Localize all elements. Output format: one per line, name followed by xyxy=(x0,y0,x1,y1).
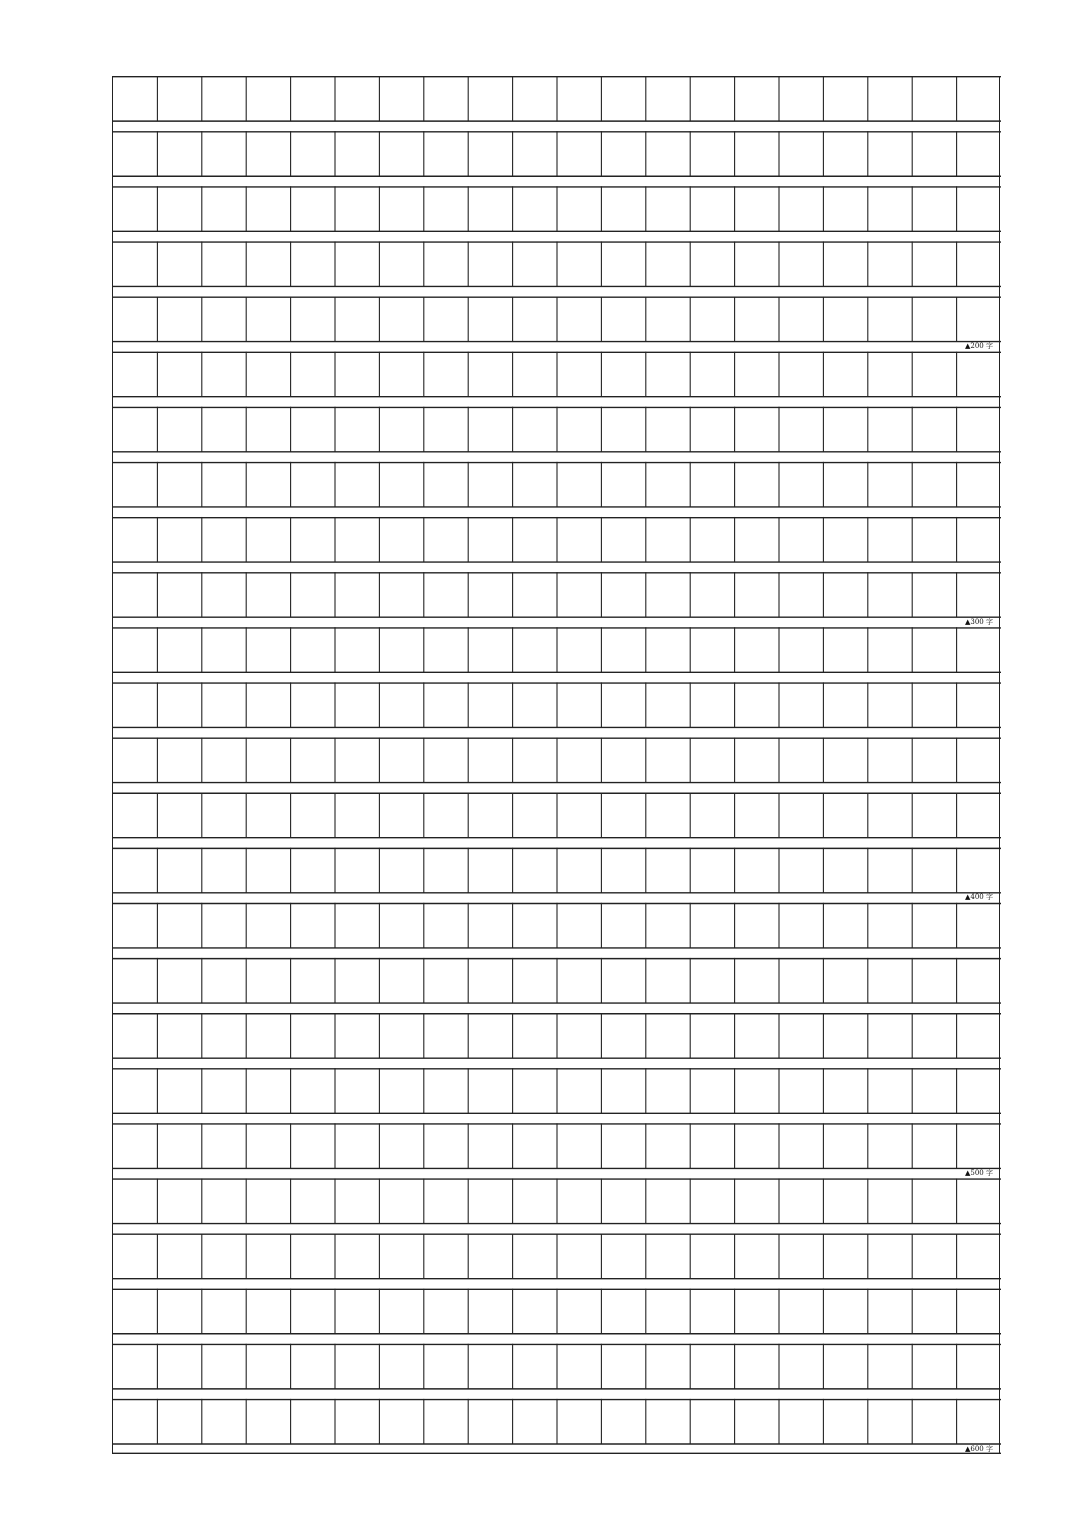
word-count-marker: ▲500 字 xyxy=(965,1168,993,1177)
word-count-marker: ▲600 字 xyxy=(965,1444,993,1453)
composition-grid-sheet xyxy=(112,76,1000,1454)
word-count-marker: ▲400 字 xyxy=(965,893,993,902)
word-count-marker: ▲300 字 xyxy=(965,617,993,626)
word-count-marker: ▲200 字 xyxy=(965,342,993,351)
writing-grid xyxy=(113,76,1001,1454)
